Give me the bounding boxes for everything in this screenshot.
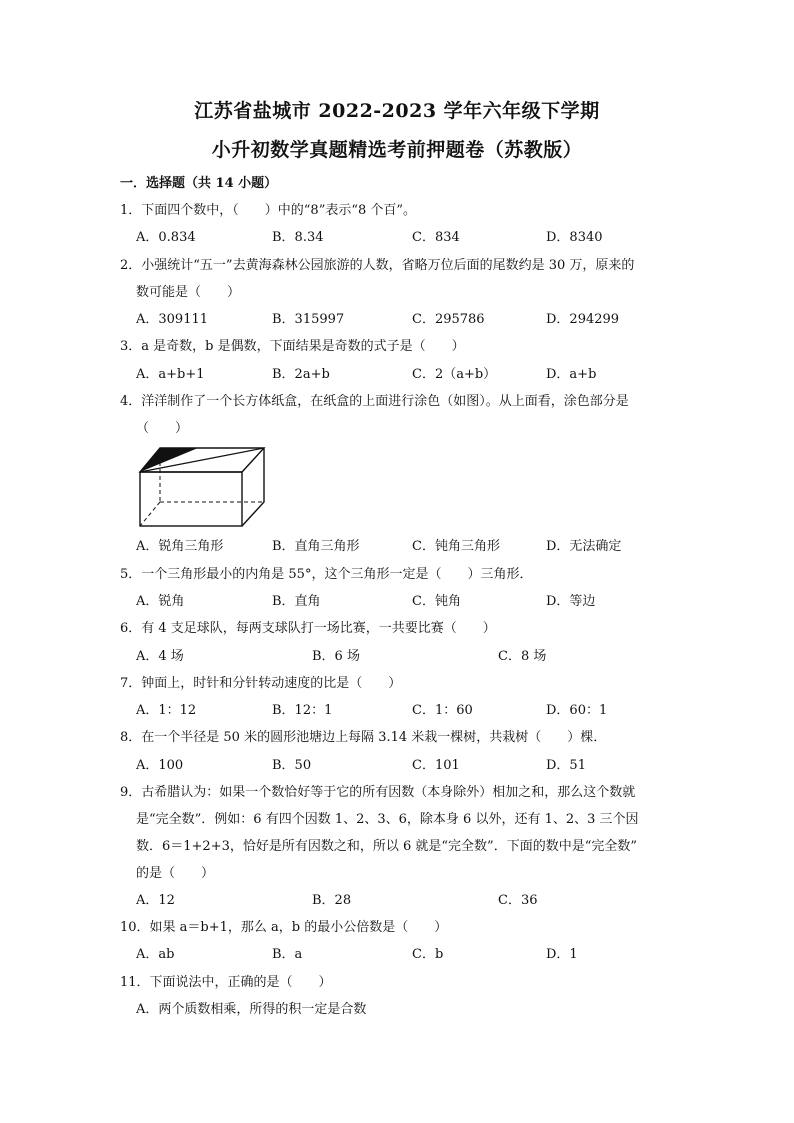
question-9-stem-line1: 9．古希腊认为：如果一个数恰好等于它的所有因数（本身除外）相加之和，那么这个数就 — [120, 785, 636, 800]
q1-option-c: C．834 — [412, 230, 460, 245]
q2-option-a: A．309111 — [136, 312, 209, 327]
q3-option-b: B．2a+b — [272, 367, 330, 382]
q9-option-b: B．28 — [312, 893, 352, 908]
q7-option-b: B．12：1 — [272, 703, 333, 718]
question-1-stem: 1．下面四个数中，（ ）中的“8”表示“8 个百”。 — [120, 203, 417, 218]
q6-option-b: B．6 场 — [312, 649, 360, 664]
q1-option-b: B．8.34 — [272, 230, 324, 245]
question-2-stem-line2: 数可能是（ ） — [136, 285, 241, 300]
question-7-stem: 7．钟面上，时针和分针转动速度的比是（ ） — [120, 676, 402, 691]
q10-option-c: C．b — [412, 947, 444, 962]
q3-option-d: D．a+b — [546, 367, 597, 382]
document-title-line1: 江苏省盐城市 2022-2023 学年六年级下学期 — [194, 100, 600, 122]
q3-option-a: A．a+b+1 — [136, 367, 205, 382]
question-2-stem-line1: 2．小强统计“五一”去黄海森林公园旅游的人数，省略万位后面的尾数约是 30 万，原来的 — [120, 258, 635, 273]
question-6-stem: 6．有 4 支足球队，每两支球队打一场比赛，一共要比赛（ ） — [120, 621, 496, 636]
q5-option-c: C．钝角 — [412, 594, 461, 609]
q10-option-d: D．1 — [546, 947, 578, 962]
q2-option-c: C．295786 — [412, 312, 485, 327]
q3-option-c: C．2（a+b） — [412, 367, 497, 382]
q8-option-d: D．51 — [546, 758, 586, 773]
q9-option-c: C．36 — [498, 893, 538, 908]
q8-option-a: A．100 — [136, 758, 184, 773]
question-3-stem: 3．a 是奇数，b 是偶数，下面结果是奇数的式子是（ ） — [120, 339, 465, 354]
q6-option-a: A．4 场 — [136, 649, 184, 664]
question-4-stem-line2: （ ） — [136, 421, 189, 436]
q4-option-b: B．直角三角形 — [272, 539, 360, 554]
q7-option-d: D．60：1 — [546, 703, 608, 718]
q8-option-b: B．50 — [272, 758, 312, 773]
q4-option-d: D．无法确定 — [546, 539, 622, 554]
question-10-stem: 10．如果 a＝b+1，那么 a，b 的最小公倍数是（ ） — [120, 920, 448, 935]
q1-option-d: D．8340 — [546, 230, 603, 245]
q4-option-a: A．锐角三角形 — [136, 539, 224, 554]
q4-option-c: C．钝角三角形 — [412, 539, 500, 554]
q7-option-a: A．1：12 — [136, 703, 197, 718]
question-9-stem-line3: 数．6＝1+2+3，恰好是所有因数之和，所以 6 就是“完全数”．下面的数中是“完全数” — [136, 839, 637, 854]
section-heading: 一．选择题（共 14 小题） — [120, 176, 278, 191]
question-11-stem: 11．下面说法中，正确的是（ ） — [120, 975, 332, 990]
q11-option-a: A．两个质数相乘，所得的积一定是合数 — [136, 1002, 367, 1017]
q5-option-a: A．锐角 — [136, 594, 185, 609]
q5-option-b: B．直角 — [272, 594, 321, 609]
q2-option-b: B．315997 — [272, 312, 345, 327]
q8-option-c: C．101 — [412, 758, 460, 773]
question-9-stem-line2: 是“完全数”．例如：6 有四个因数 1、2、3、6，除本身 6 以外，还有 1、2、3 三个因 — [136, 812, 639, 827]
q10-option-a: A．ab — [136, 947, 175, 962]
question-8-stem: 8．在一个半径是 50 米的圆形池塘边上每隔 3.14 米栽一棵树，共栽树（ ）棵． — [120, 730, 607, 745]
q6-option-c: C．8 场 — [498, 649, 547, 664]
q7-option-c: C．1：60 — [412, 703, 473, 718]
question-5-stem: 5．一个三角形最小的内角是 55°，这个三角形一定是（ ）三角形． — [120, 567, 533, 582]
q9-option-a: A．12 — [136, 893, 175, 908]
cuboid-figure — [138, 444, 268, 528]
q2-option-d: D．294299 — [546, 312, 620, 327]
q10-option-b: B．a — [272, 947, 303, 962]
document-title-line2: 小升初数学真题精选考前押题卷（苏教版） — [211, 139, 583, 161]
question-9-stem-line4: 的是（ ） — [136, 866, 215, 881]
q5-option-d: D．等边 — [546, 594, 596, 609]
question-4-stem-line1: 4．洋洋制作了一个长方体纸盒，在纸盒的上面进行涂色（如图）。从上面看，涂色部分是 — [120, 394, 629, 409]
q1-option-a: A．0.834 — [136, 230, 196, 245]
